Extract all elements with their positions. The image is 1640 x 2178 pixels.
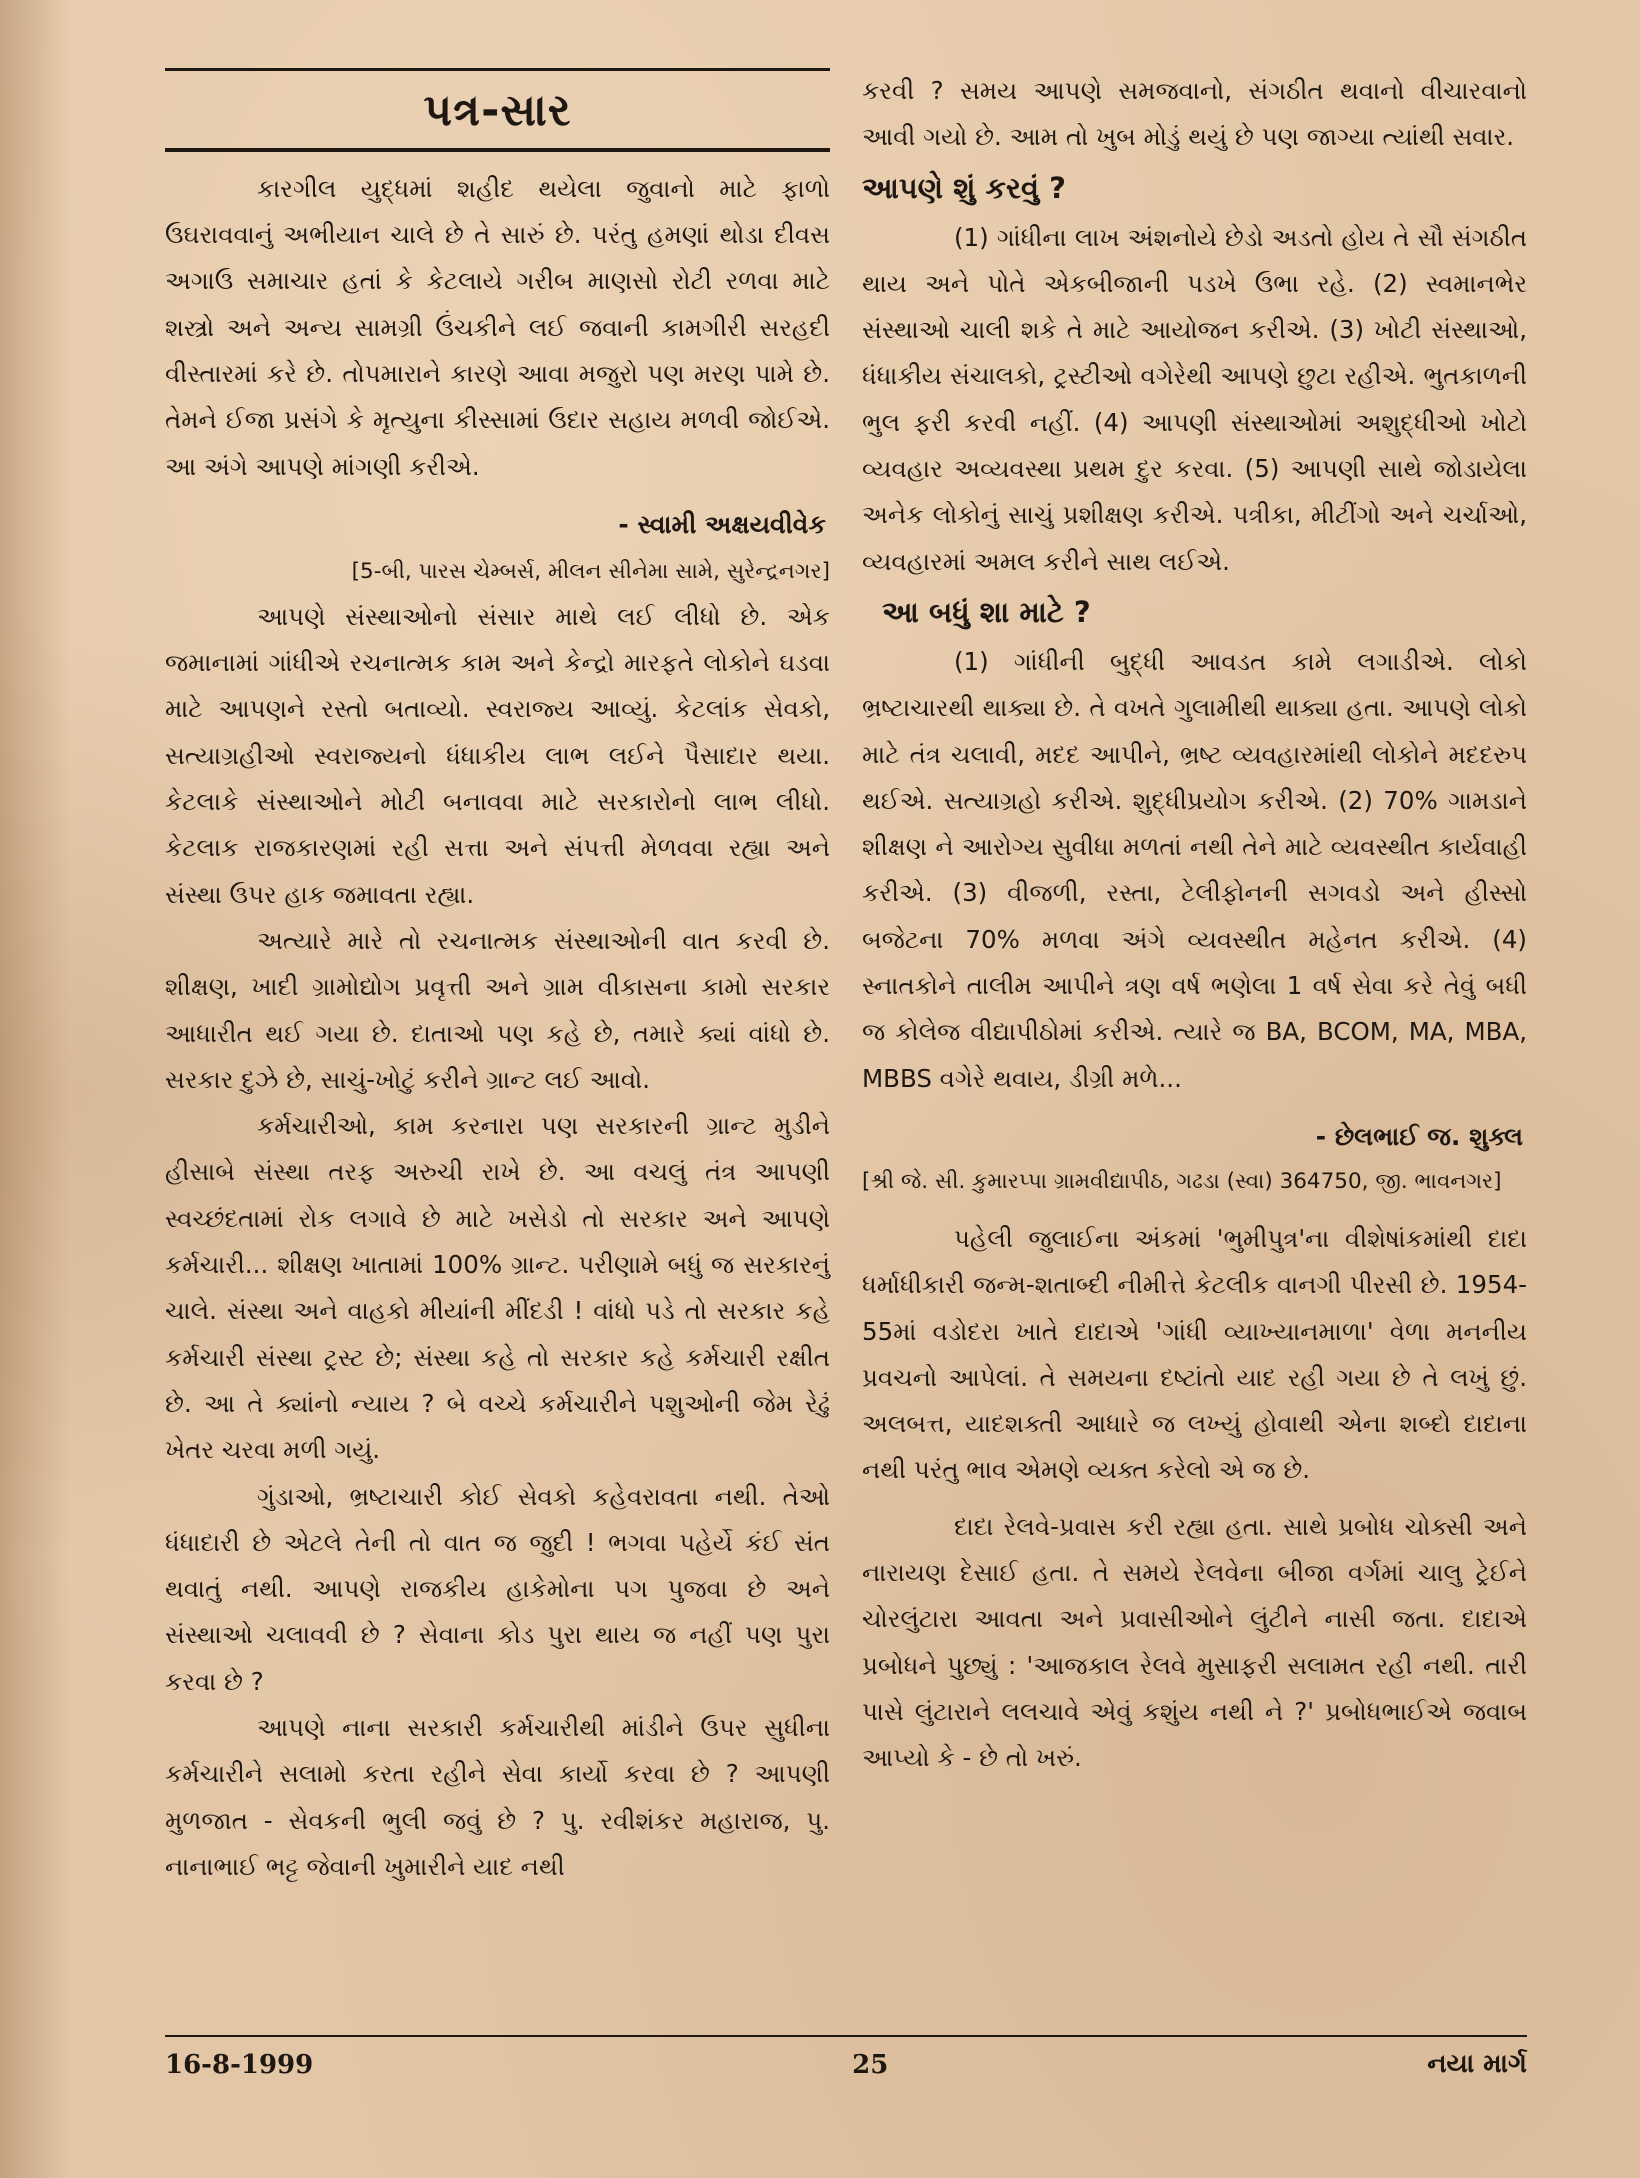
letter2-paragraph-4: ગુંડાઓ, ભ્રષ્ટાચારી કોઈ સેવકો કહેવરાવતા નથી. તેઓ ધંધાદારી છે એટલે તેની તો વાત જ જુદી ! ભગવા પહેર્યે કંઈ સંત થવાતું નથી. આપણે રાજકીય હાકેમોના પગ પુજવા છે અને સંસ્થાઓ ચલાવવી છે ? સેવાના કોડ પુરા થાય જ નહીં પણ પુરા કરવા છે ? [165,1481,830,1696]
title-top-rule [165,68,830,71]
section-title: પત્ર-સાર [423,85,572,136]
letter2-paragraph-5: આપણે નાના સરકારી કર્મચારીથી માંડીને ઉપર સુધીના કર્મચારીને સલામો કરતા રહીને સેવા કાર્યો કરવા છે ? આપણી મુળજાત - સેવકની ભુલી જવું છે ? પુ. રવીશંકર મહારાજ, પુ. નાનાભાઈ ભટ્ટ જેવાની ખુમારીને યાદ નથી [165,1713,830,1881]
footer-page-number: 25 [852,2049,889,2080]
letter3-paragraph-2: દાદા રેલવે-પ્રવાસ કરી રહ્યા હતા. સાથે પ્રબોધ ચોક્સી અને નારાયણ દેસાઈ હતા. તે સમયે રેલવેના બીજા વર્ગમાં ચાલુ ટ્રેઈને ચોરલુંટારા આવતા અને પ્રવાસીઓને લુંટીને નાસી જતા. દાદાએ પ્રબોધને પુછ્યું : 'આજકાલ રેલવે મુસાફરી સલામત રહી નથી. તારી પાસે લુંટારાને લલચાવે એવું કશુંય નથી ને ?' પ્રબોધભાઈએ જવાબ આપ્યો કે - છે તો ખરું. [862,1511,1527,1773]
letter3-paragraph-1: પહેલી જુલાઈના અંકમાં 'ભુમીપુત્ર'ના વીશેષાંકમાંથી દાદા ધર્માધીકારી જન્મ-શતાબ્દી નીમીત્તે કેટલીક વાનગી પીરસી છે. 1954-55માં વડોદરા ખાતે દાદાએ 'ગાંધી વ્યાખ્યાનમાળા' વેળા મનનીય પ્રવચનો આપેલાં. તે સમયના દષ્ટાંતો યાદ રહી ગયા છે તે લખું છું. અલબત્ત, યાદશક્તી આધારે જ લખ્યું હોવાથી એના શબ્દો દાદાના નથી પરંતુ ભાવ એમણે વ્યક્ત કરેલો એ જ છે. [862,1223,1527,1485]
subhead-why: આ બધું શા માટે ? [882,594,1091,629]
letter1-signature: - સ્વામી અક્ષયવીવેક [618,509,826,539]
letter2-paragraph-3: કર્મચારીઓ, કામ કરનારા પણ સરકારની ગ્રાન્ટ મુડીને હીસાબે સંસ્થા તરફ અરુચી રાખે છે. આ વચલું તંત્ર આપણી સ્વચ્છંદતામાં રોક લગાવે છે માટે ખસેડો તો સરકાર અને આપણે કર્મચારી... શીક્ષણ ખાતામાં 100% ગ્રાન્ટ. પરીણામે બધું જ સરકારનું ચાલે. સંસ્થા અને વાહકો મીયાંની મીંદડી ! વાંધો પડે તો સરકાર કહે કર્મચારી સંસ્થા ટ્રસ્ટ છે; સંસ્થા કહે તો સરકાર કહે કર્મચારી રક્ષીત છે. આ તે ક્યાંનો ન્યાય ? બે વચ્ચે કર્મચારીને પશુઓની જેમ રેઢું ખેતર ચરવા મળી ગયું. [165,1111,830,1465]
subhead-what-to-do: આપણે શું કરવું ? [862,170,1067,205]
what-to-do-paragraph: (1) ગાંધીના લાખ અંશનોયે છેડો અડતો હોય તે સૌ સંગઠીત થાય અને પોતે એકબીજાની પડખે ઉભા રહે. (2) સ્વમાનભેર સંસ્થાઓ ચાલી શકે તે માટે આયોજન કરીએ. (3) ખોટી સંસ્થાઓ, ધંધાકીય સંચાલકો, ટ્રસ્ટીઓ વગેરેથી આપણે છુટા રહીએ. ભુતકાળની ભુલ ફરી કરવી નહીં. (4) આપણી સંસ્થાઓમાં અશુદ્ધીઓ ખોટો વ્યવહાર અવ્યવસ્થા પ્રથમ દુર કરવા. (5) આપણી સાથે જોડાયેલા અનેક લોકોનું સાચું પ્રશીક્ષણ કરીએ. પત્રીકા, મીટીંગો અને ચર્ચાઓ, વ્યવહારમાં અમલ કરીને સાથ લઈએ. [862,222,1527,576]
letter2-paragraph-2: અત્યારે મારે તો રચનાત્મક સંસ્થાઓની વાત કરવી છે. શીક્ષણ, ખાદી ગ્રામોદ્યોગ પ્રવૃત્તી અને ગ્રામ વીકાસના કામો સરકાર આધારીત થઈ ગયા છે. દાતાઓ પણ કહે છે, તમારે ક્યાં વાંધો છે. સરકાર દુઝે છે, સાચું-ખોટું કરીને ગ્રાન્ટ લઈ આવો. [165,925,830,1094]
footer-date: 16-8-1999 [165,2049,314,2080]
letter1-address: [5-બી, પારસ ચેમ્બર્સ, મીલન સીનેમા સામે, સુરેન્દ્રનગર] [351,558,830,584]
letter1-paragraph: કારગીલ યુદ્ધમાં શહીદ થયેલા જુવાનો માટે ફાળો ઉઘરાવવાનું અભીયાન ચાલે છે તે સારું છે. પરંતુ હમણાં થોડા દીવસ અગાઉ સમાચાર હતાં કે કેટલાયે ગરીબ માણસો રોટી રળવા માટે શસ્ત્રો અને અન્ય સામગ્રી ઉંચકીને લઈ જવાની કામગીરી સરહદી વીસ્તારમાં કરે છે. તોપમારાને કારણે આવા મજુરો પણ મરણ પામે છે. તેમને ઈજા પ્રસંગે કે મૃત્યુના કીસ્સામાં ઉદાર સહાય મળવી જોઈએ. આ અંગે આપણે માંગણી કરીએ. [165,173,830,481]
letter2-continuation: કરવી ? સમય આપણે સમજવાનો, સંગઠીત થવાનો વીચારવાનો આવી ગયો છે. આમ તો ખુબ મોડું થયું છે પણ જાગ્યા ત્યાંથી સવાર. [862,76,1527,152]
letter2-address: [શ્રી જે. સી. કુમારપ્પા ગ્રામવીદ્યાપીઠ, ગઢડા (સ્વા) 364750, જી. ભાવનગર] [862,1168,1502,1194]
letter2-paragraph-1: આપણે સંસ્થાઓનો સંસાર માથે લઈ લીધો છે. એક જમાનામાં ગાંધીએ રચનાત્મક કામ અને કેન્દ્રો મારફતે લોકોને ઘડવા માટે આપણને રસ્તો બતાવ્યો. સ્વરાજ્ય આવ્યું. કેટલાંક સેવકો, સત્યાગ્રહીઓ સ્વરાજ્યનો ધંધાકીય લાભ લઈને પૈસાદાર થયા. કેટલાકે સંસ્થાઓને મોટી બનાવવા માટે સરકારોનો લાભ લીધો. કેટલાક રાજકારણમાં રહી સત્તા અને સંપત્તી મેળવવા રહ્યા અને સંસ્થા ઉપર હાક જમાવતા રહ્યા. [165,601,830,909]
letter2-signature: - છેલભાઈ જ. શુક્લ [1315,1121,1523,1151]
why-paragraph: (1) ગાંધીની બુદ્ધી આવડત કામે લગાડીએ. લોકો ભ્રષ્ટાચારથી થાક્યા છે. તે વખતે ગુલામીથી થાક્યા હતા. આપણે લોકો માટે તંત્ર ચલાવી, મદદ આપીને, ભ્રષ્ટ વ્યવહારમાંથી લોકોને મદદરુપ થઈએ. સત્યાગ્રહો કરીએ. શુદ્ધીપ્રયોગ કરીએ. (2) 70% ગામડાને શીક્ષણ ને આરોગ્ય સુવીધા મળતાં નથી તેને માટે વ્યવસ્થીત કાર્યવાહી કરીએ. (3) વીજળી, રસ્તા, ટેલીફોનની સગવડો અને હીસ્સો બજેટના 70% મળવા અંગે વ્યવસ્થીત મહેનત કરીએ. (4) સ્નાતકોને તાલીમ આપીને ત્રણ વર્ષ ભણેલા 1 વર્ષ સેવા કરે તેવું બધી જ કોલેજ વીદ્યાપીઠોમાં કરીએ. ત્યારે જ BA, BCOM, MA, MBA, MBBS વગેરે થવાય, ડીગ્રી મળે... [862,646,1527,1093]
left-column [165,68,830,1890]
page-footer [165,2035,1527,2080]
page-edge-shadow [0,0,70,2178]
footer-publication: નયા માર્ગ [1427,2049,1527,2079]
right-column [862,68,1527,1782]
